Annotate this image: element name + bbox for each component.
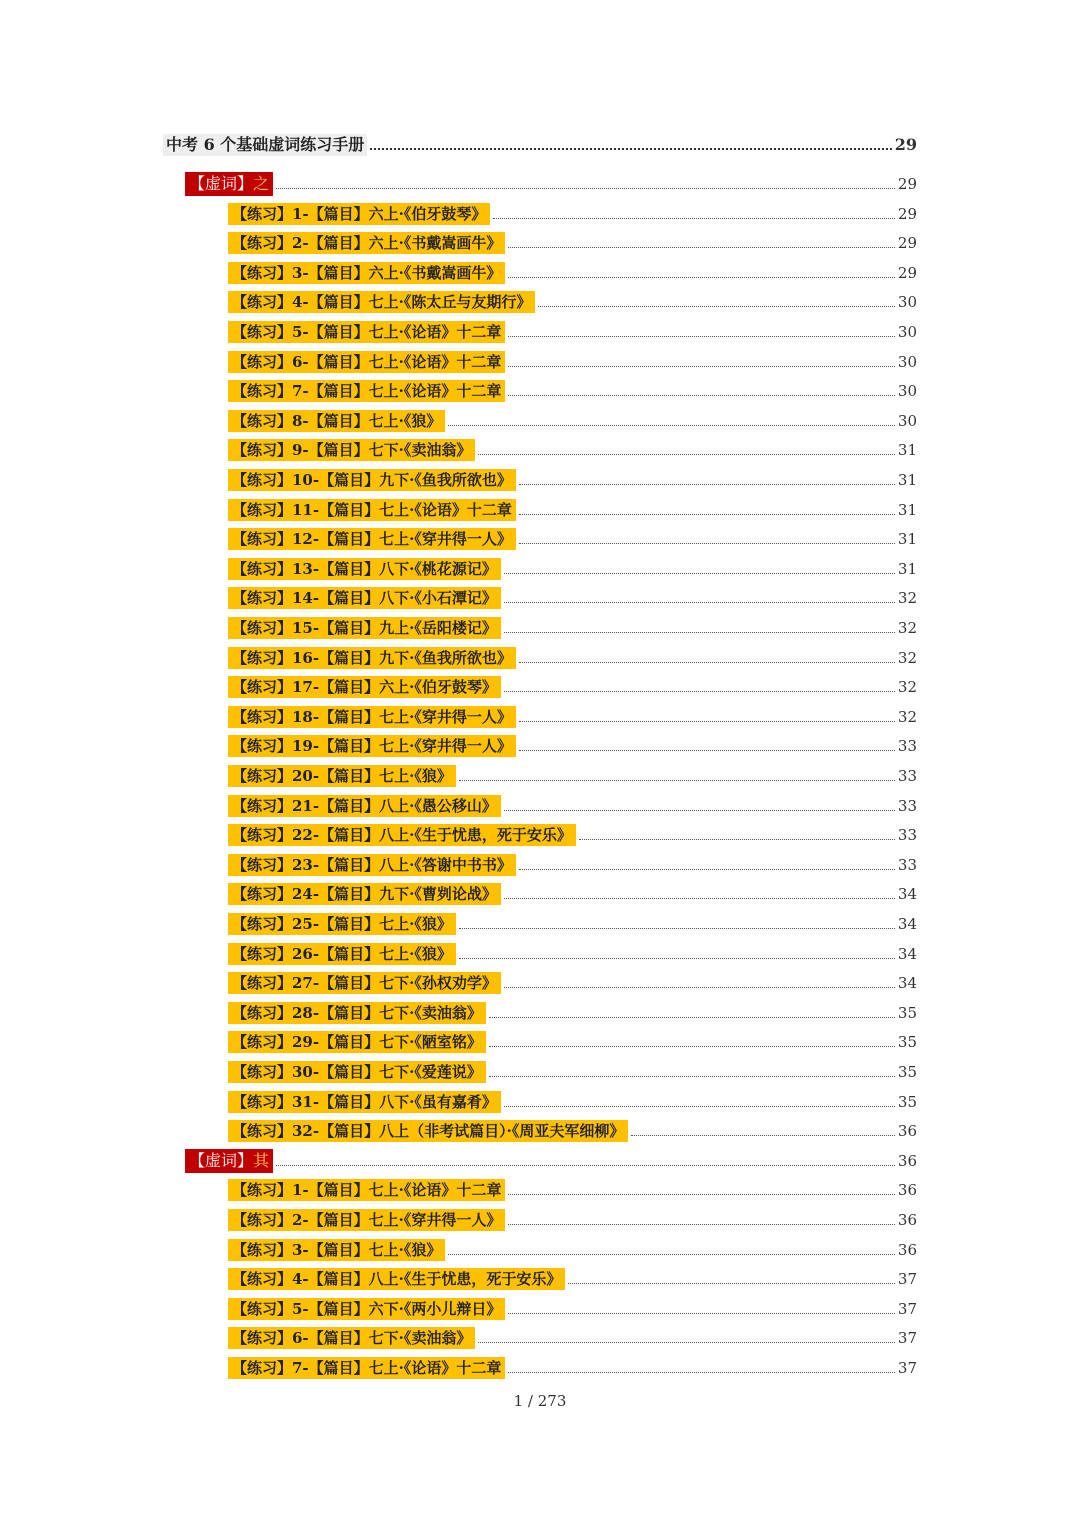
page-number: 33 [897,856,917,874]
toc-entry[interactable] [228,1268,917,1290]
page-number: 30 [897,323,917,341]
toc-entry-label: 【练习】25-【篇目】七上·《狼》 [228,913,456,935]
page-number: 37 [897,1270,917,1288]
toc-title-row[interactable] [163,134,917,156]
dot-leader [504,602,895,603]
toc-entry[interactable] [228,913,917,935]
dot-leader [504,632,895,633]
toc-entry[interactable] [228,1298,917,1320]
toc-entry-label: 【练习】5-【篇目】六下·《两小儿辩日》 [228,1298,505,1320]
page-number: 33 [897,737,917,755]
dot-leader [508,247,895,248]
toc-entry[interactable] [228,883,917,905]
toc-entry-label: 【练习】12-【篇目】七上·《穿井得一人》 [228,528,516,550]
toc-entry-label: 【练习】6-【篇目】七上·《论语》十二章 [228,351,505,373]
toc-entry[interactable] [228,854,917,876]
dot-leader [459,928,895,929]
section-char: 之 [253,174,270,193]
dot-leader [276,188,895,189]
page-number: 32 [897,589,917,607]
dot-leader [519,750,895,751]
page-number: 31 [897,560,917,578]
toc-entry[interactable] [228,380,917,402]
dot-leader [508,336,895,337]
toc-entry-label: 【练习】1-【篇目】六上·《伯牙鼓琴》 [228,203,490,225]
toc-entry[interactable] [228,203,917,225]
toc-entry-label: 【练习】32-【篇目】八上（非考试篇目）·《周亚夫军细柳》 [228,1120,628,1142]
toc-entry-label: 【练习】2-【篇目】七上·《穿井得一人》 [228,1209,505,1231]
page-number: 31 [897,530,917,548]
toc-entry-label: 【练习】9-【篇目】七下·《卖油翁》 [228,439,475,461]
toc-entry-label: 【练习】7-【篇目】七上·《论语》十二章 [228,1357,505,1379]
toc-entry[interactable] [228,351,917,373]
toc-entry[interactable] [228,469,917,491]
page-number: 35 [897,1033,917,1051]
page-number: 34 [897,915,917,933]
toc-entry[interactable] [228,1327,917,1349]
toc-entry[interactable] [228,410,917,432]
dot-leader [519,514,895,515]
dot-leader [631,1135,895,1136]
page-number: 37 [897,1329,917,1347]
toc-entry[interactable] [228,795,917,817]
page-number: 35 [897,1093,917,1111]
dot-leader [459,958,895,959]
toc-entry-label: 【练习】15-【篇目】九上·《岳阳楼记》 [228,617,501,639]
page-number: 29 [897,205,917,223]
toc-entry-label: 【练习】3-【篇目】六上·《书戴嵩画牛》 [228,262,505,284]
toc-entry-label: 【练习】31-【篇目】八下·《虽有嘉肴》 [228,1091,501,1113]
toc-entry[interactable] [228,1002,917,1024]
section-prefix: 【虚词】 [189,174,254,193]
toc-entry[interactable] [228,676,917,698]
toc-entry-label: 【练习】22-【篇目】八上·《生于忧患，死于安乐》 [228,824,576,846]
dot-leader [504,987,895,988]
toc-entry-label: 【练习】20-【篇目】七上·《狼》 [228,765,456,787]
toc-entry-label: 【练习】24-【篇目】九下·《曹刿论战》 [228,883,501,905]
toc-entry[interactable] [228,765,917,787]
dot-leader [448,425,895,426]
dot-leader [504,1106,895,1107]
toc-entry-label: 【练习】30-【篇目】七下·《爱莲说》 [228,1061,486,1083]
dot-leader [489,1046,895,1047]
page-number: 32 [897,619,917,637]
toc-entry[interactable] [228,291,917,313]
page-number: 33 [897,797,917,815]
page-number: 34 [897,945,917,963]
dot-leader [519,543,895,544]
dot-leader [459,780,895,781]
toc-entry[interactable] [228,972,917,994]
toc-entry-label: 【练习】18-【篇目】七上·《穿井得一人》 [228,706,516,728]
dot-leader [508,1224,895,1225]
page-number: 36 [897,1211,917,1229]
page-number: 30 [897,353,917,371]
page-number: 29 [897,175,917,193]
toc-entry-label: 【练习】10-【篇目】九下·《鱼我所欲也》 [228,469,516,491]
toc-entry[interactable] [228,558,917,580]
toc-entry-label: 【练习】23-【篇目】八上·《答谢中书书》 [228,854,516,876]
dot-leader [508,1313,895,1314]
toc-entry-label: 【练习】11-【篇目】七上·《论语》十二章 [228,499,516,521]
toc-entry[interactable] [228,439,917,461]
section-heading-row[interactable] [185,173,917,195]
toc-entry-label: 【练习】14-【篇目】八下·《小石潭记》 [228,587,501,609]
toc-entry-label: 【练习】28-【篇目】七下·《卖油翁》 [228,1002,486,1024]
dot-leader [519,662,895,663]
toc-entry[interactable] [228,824,917,846]
dot-leader [508,1372,895,1373]
section-prefix: 【虚词】 [189,1151,254,1170]
page-number: 29 [897,234,917,252]
page-number: 31 [897,501,917,519]
toc-entry[interactable] [228,1061,917,1083]
dot-leader [489,1076,895,1077]
page-number: 33 [897,826,917,844]
page-number: 32 [897,708,917,726]
toc-entry[interactable] [228,706,917,728]
toc-entry[interactable] [228,1209,917,1231]
toc-entry-label: 【练习】26-【篇目】七上·《狼》 [228,943,456,965]
dot-leader [504,573,895,574]
toc-entry-label: 【练习】5-【篇目】七上·《论语》十二章 [228,321,505,343]
toc-entry[interactable] [228,943,917,965]
page-number: 31 [897,471,917,489]
page-number: 36 [897,1152,917,1170]
dot-leader [508,366,895,367]
page-number: 36 [897,1122,917,1140]
dot-leader [276,1165,895,1166]
section-heading [185,172,273,196]
toc-entry-label: 【练习】17-【篇目】六上·《伯牙鼓琴》 [228,676,501,698]
dot-leader [493,218,895,219]
dot-leader [504,898,895,899]
dot-leader [504,810,895,811]
dot-leader [478,1342,895,1343]
page-number: 37 [897,1300,917,1318]
section-heading-row[interactable] [185,1150,917,1172]
toc-entry[interactable] [228,1031,917,1053]
dot-leader [448,1254,895,1255]
dot-leader [478,454,895,455]
dot-leader [508,277,895,278]
toc-entry-label: 【练习】2-【篇目】六上·《书戴嵩画牛》 [228,232,505,254]
toc-entry[interactable] [228,528,917,550]
toc-entry-label: 【练习】6-【篇目】七下·《卖油翁》 [228,1327,475,1349]
toc-entry[interactable] [228,1357,917,1379]
toc-entry-label: 【练习】8-【篇目】七上·《狼》 [228,410,445,432]
dot-leader [519,869,895,870]
page-number: 37 [897,1359,917,1377]
dot-leader [538,306,895,307]
dot-leader [370,148,891,150]
toc-entry-label: 【练习】29-【篇目】七下·《陋室铭》 [228,1031,486,1053]
toc-entry-label: 【练习】13-【篇目】八下·《桃花源记》 [228,558,501,580]
toc-entry[interactable] [228,321,917,343]
toc-title: 中考 6 个基础虚词练习手册 [163,134,367,156]
page-number: 32 [897,649,917,667]
page-number: 30 [897,412,917,430]
toc-entry[interactable] [228,1179,917,1201]
toc-entry[interactable] [228,1091,917,1113]
page-number: 30 [897,293,917,311]
page-number: 36 [897,1181,917,1199]
toc-entry-label: 【练习】4-【篇目】八上·《生于忧患，死于安乐》 [228,1268,565,1290]
toc-entry[interactable] [228,1239,917,1261]
section-char: 其 [253,1151,270,1170]
toc-entry-label: 【练习】27-【篇目】七下·《孙权劝学》 [228,972,501,994]
dot-leader [579,839,895,840]
page-number: 34 [897,974,917,992]
toc-entry[interactable] [228,617,917,639]
dot-leader [519,484,895,485]
page-number: 33 [897,767,917,785]
dot-leader [519,721,895,722]
toc-entry-label: 【练习】3-【篇目】七上·《狼》 [228,1239,445,1261]
dot-leader [508,395,895,396]
page-number: 32 [897,678,917,696]
toc-entry[interactable] [228,735,917,757]
toc-entry-label: 【练习】16-【篇目】九下·《鱼我所欲也》 [228,647,516,669]
page-number: 36 [897,1241,917,1259]
page-indicator: 1 / 273 [513,1392,567,1410]
toc-entry-label: 【练习】7-【篇目】七上·《论语》十二章 [228,380,505,402]
dot-leader [504,691,895,692]
toc-entry[interactable] [228,587,917,609]
toc-entry-label: 【练习】1-【篇目】七上·《论语》十二章 [228,1179,505,1201]
toc-entry[interactable] [228,1120,917,1142]
toc-entry[interactable] [228,232,917,254]
toc-entry-label: 【练习】21-【篇目】八上·《愚公移山》 [228,795,501,817]
page-number: 30 [897,382,917,400]
toc-entry[interactable] [228,647,917,669]
toc-entry[interactable] [228,499,917,521]
page-number: 35 [897,1004,917,1022]
toc-entry-label: 【练习】19-【篇目】七上·《穿井得一人》 [228,735,516,757]
page-number: 29 [894,135,917,154]
page-number: 31 [897,441,917,459]
dot-leader [508,1194,895,1195]
page-number: 34 [897,885,917,903]
dot-leader [489,1017,895,1018]
dot-leader [568,1283,895,1284]
section-heading [185,1149,273,1173]
page-number: 35 [897,1063,917,1081]
toc-entry-label: 【练习】4-【篇目】七上·《陈太丘与友期行》 [228,291,535,313]
page-number: 29 [897,264,917,282]
toc-entry[interactable] [228,262,917,284]
